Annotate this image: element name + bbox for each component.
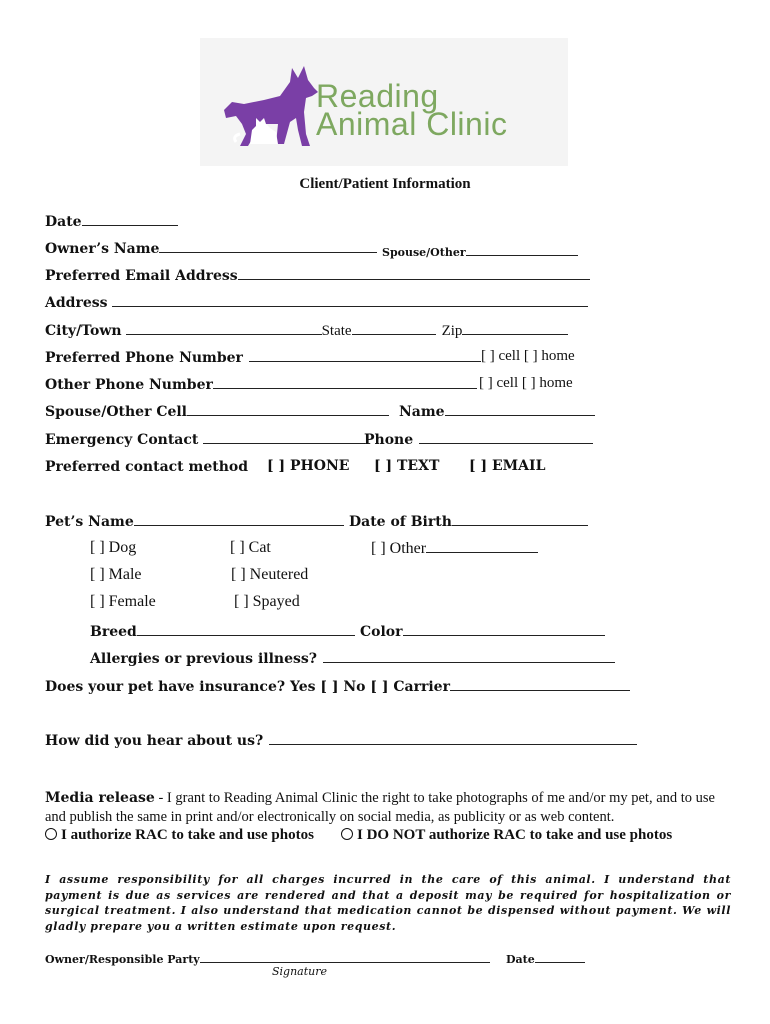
contact-phone-checkbox[interactable]: [ ] PHONE [267,458,350,474]
spouse-name-field[interactable] [445,402,595,416]
referral-label: How did you hear about us? [45,733,264,749]
species-other-checkbox[interactable]: [ ] Other [371,540,427,557]
emergency-phone-label: Phone [364,432,414,448]
preferred-phone-cell-checkbox[interactable]: [ ] cell [481,348,521,364]
email-label: Preferred Email Address [45,268,238,284]
pet-name-label: Pet’s Name [45,514,134,530]
species-other-field[interactable] [426,539,538,553]
city-field[interactable] [126,321,322,335]
media-release-label: Media release [45,790,155,806]
dob-label: Date of Birth [349,514,452,530]
address-label: Address [45,295,108,311]
owner-name-field[interactable] [159,239,377,253]
logo-text-reading: Reading [316,78,439,114]
clinic-logo [200,38,568,166]
preferred-phone-label: Preferred Phone Number [45,350,243,366]
other-phone-home-checkbox[interactable]: [ ] home [521,375,573,391]
media-authorize-label: I authorize RAC to take and use photos [61,827,314,843]
preferred-phone-home-checkbox[interactable]: [ ] home [523,348,575,364]
signature-date-label: Date [506,953,535,966]
referral-field[interactable] [269,731,637,745]
contact-method-label: Preferred contact method [45,459,248,475]
address-field[interactable] [112,293,588,307]
spouse-cell-label: Spouse/Other Cell [45,404,188,420]
sex-male-checkbox[interactable]: [ ] Male [90,566,142,583]
media-release-dash: - [154,790,167,806]
owner-signature-field[interactable] [200,951,490,963]
emergency-contact-label: Emergency Contact [45,432,199,448]
species-dog-checkbox[interactable]: [ ] Dog [90,539,137,556]
media-authorize-radio[interactable] [45,828,57,840]
contact-email-checkbox[interactable]: [ ] EMAIL [469,458,546,474]
media-release-text: I grant to Reading Animal Clinic the right to take photographs of me and/or my pet, and to use and publish the same in print and/or electronically on social media, as publicity or as web content. [45,790,715,825]
breed-label: Breed [90,624,137,640]
media-decline-label: I DO NOT authorize RAC to take and use photos [357,827,673,843]
signature-date-field[interactable] [535,951,585,963]
neutered-checkbox[interactable]: [ ] Neutered [231,566,309,583]
logo-text-animal-clinic: Animal Clinic [316,106,508,142]
form-title: Client/Patient Information [299,176,471,192]
allergies-label: Allergies or previous illness? [90,651,317,667]
spouse-cell-field[interactable] [187,402,389,416]
breed-field[interactable] [137,622,355,636]
signature-caption: Signature [272,965,328,978]
spouse-field[interactable] [466,242,578,256]
color-field[interactable] [403,622,605,636]
species-cat-checkbox[interactable]: [ ] Cat [230,539,271,556]
media-decline-radio[interactable] [341,828,353,840]
zip-field[interactable] [462,321,568,335]
allergies-field[interactable] [323,649,615,663]
preferred-phone-field[interactable] [249,348,481,362]
sex-female-checkbox[interactable]: [ ] Female [90,593,156,610]
date-label: Date [45,214,82,230]
spayed-checkbox[interactable]: [ ] Spayed [234,593,300,610]
spouse-name-label: Name [399,404,445,420]
date-field[interactable] [82,212,178,226]
other-phone-field[interactable] [213,375,477,389]
emergency-contact-field[interactable] [203,430,365,444]
state-label: State [321,323,352,339]
color-label: Color [360,624,403,640]
zip-label: Zip [441,323,463,339]
media-release [45,789,735,827]
owner-name-label: Owner’s Name [45,241,160,257]
email-field[interactable] [238,266,590,280]
state-field[interactable] [352,321,436,335]
insurance-carrier-field[interactable] [450,677,630,691]
spouse-label: Spouse/Other [382,246,466,259]
pet-name-field[interactable] [134,512,344,526]
payment-disclaimer: I assume responsibility for all charges incurred in the care of this animal. I understand that payment is due as services are rendered and that a deposit may be required for hospitalization or surgical treatment. I also understand that medication cannot be dispensed without payment. We will gladly prepare you a written estimate upon request. [45,873,731,933]
other-phone-label: Other Phone Number [45,377,213,393]
dob-field[interactable] [452,512,588,526]
dog-and-cat-logo-icon [214,52,326,152]
owner-signature-label: Owner/Responsible Party [45,953,200,966]
emergency-phone-field[interactable] [419,430,593,444]
city-label: City/Town [45,323,122,339]
other-phone-cell-checkbox[interactable]: [ ] cell [479,375,519,391]
contact-text-checkbox[interactable]: [ ] TEXT [374,458,440,474]
insurance-label: Does your pet have insurance? Yes [ ] No [ ] Carrier [45,679,450,695]
